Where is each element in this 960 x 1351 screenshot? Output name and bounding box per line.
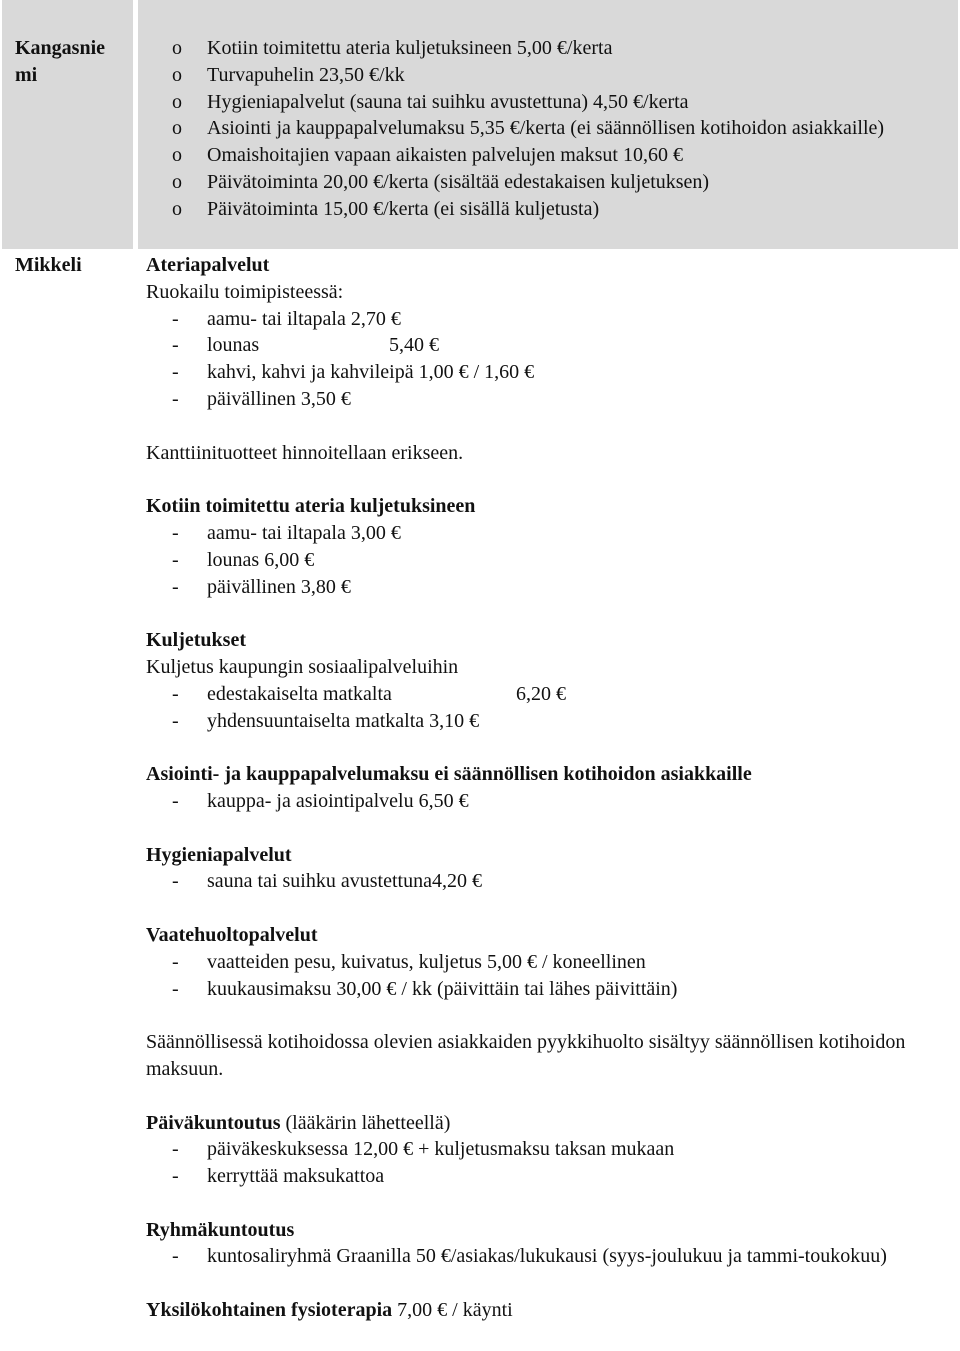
kangasniemi-content-cell (138, 35, 958, 249)
section-heading-ryhmakuntoutus: Ryhmäkuntoutus (146, 1218, 295, 1241)
list-item: - päivällinen 3,50 € (172, 387, 351, 410)
kangasniemi-label-line2: mi (15, 64, 38, 86)
yksilo-line: Yksilökohtainen fysioterapia 7,00 € / käynti (146, 1299, 513, 1322)
list-item: o Kotiin toimitettu ateria kuljetuksineen 5,00 €/kerta (172, 37, 613, 59)
mikkeli-label: Mikkeli (15, 254, 82, 276)
section-heading-hygieniapalvelut: Hygieniapalvelut (146, 843, 292, 866)
kangasniemi-label-cell (2, 35, 133, 249)
section-heading-vaatehuolto: Vaatehuoltopalvelut (146, 923, 318, 946)
section-heading-kotiin: Kotiin toimitettu ateria kuljetuksineen (146, 495, 476, 518)
list-item: - päivällinen 3,80 € (172, 575, 351, 598)
list-item: o Hygieniapalvelut (sauna tai suihku avustettuna) 4,50 €/kerta (172, 90, 689, 113)
ateria-note: Kanttiinituotteet hinnoitellaan erikseen. (146, 441, 464, 464)
list-item: - vaatteiden pesu, kuivatus, kuljetus 5,00 € / koneellinen (172, 950, 646, 973)
label-header-strip (2, 0, 133, 35)
kuljetukset-subheading: Kuljetus kaupungin sosiaalipalveluihin (146, 655, 459, 678)
content-header-strip (138, 0, 958, 35)
mikkeli-content-cell (146, 252, 946, 1324)
list-item: - sauna tai suihku avustettuna4,20 € (172, 870, 482, 893)
list-item: - kuntosaliryhmä Graanilla 50 €/asiakas/lukukausi (syys-joulukuu ja tammi-toukokuu) (172, 1245, 887, 1268)
list-item: - edestakaiselta matkalta 6,20 € (172, 682, 566, 705)
paivakuntoutus-heading-line: Päiväkuntoutus (lääkärin lähetteellä) (146, 1111, 451, 1134)
list-item: - kuukausimaksu 30,00 € / kk (päivittäin tai lähes päivittäin) (172, 977, 678, 1000)
section-heading-asiointi: Asiointi- ja kauppapalvelumaksu ei säännöllisen kotihoidon asiakkaille (146, 763, 752, 786)
ateria-subheading: Ruokailu toimipisteessä: (146, 280, 344, 303)
section-heading-kuljetukset: Kuljetukset (146, 629, 246, 652)
mikkeli-label-cell (2, 252, 133, 279)
list-item: o Asiointi ja kauppapalvelumaksu 5,35 €/kerta (ei säännöllisen kotihoidon asiakkaille) (172, 117, 885, 140)
kangasniemi-label-line1: Kangasnie (15, 37, 106, 59)
list-item: o Päivätoiminta 15,00 €/kerta (ei sisällä kuljetusta) (172, 197, 600, 220)
list-item: - kahvi, kahvi ja kahvileipä 1,00 € / 1,60 € (172, 361, 535, 384)
list-item: - päiväkeskuksessa 12,00 € + kuljetusmaksu taksan mukaan (172, 1138, 675, 1161)
section-heading-ateriapalvelut: Ateriapalvelut (146, 254, 270, 276)
list-item: o Omaishoitajien vapaan aikaisten palvelujen maksut 10,60 € (172, 144, 683, 167)
list-item: o Turvapuhelin 23,50 €/kk (172, 63, 405, 86)
list-item: - lounas 6,00 € (172, 548, 315, 571)
list-item: o Päivätoiminta 20,00 €/kerta (sisältää edestakaisen kuljetuksen) (172, 170, 710, 193)
list-item: - kauppa- ja asiointipalvelu 6,50 € (172, 789, 469, 812)
vaate-note: Säännöllisessä kotihoidossa olevien asiakkaiden pyykkihuolto sisältyy säännöllisen kotihoidon maksuun. (146, 1031, 906, 1080)
list-item: - aamu- tai iltapala 2,70 € (172, 307, 401, 330)
list-item: - yhdensuuntaiselta matkalta 3,10 € (172, 709, 480, 732)
list-item: - kerryttää maksukattoa (172, 1165, 385, 1188)
list-item: - aamu- tai iltapala 3,00 € (172, 521, 401, 544)
section-heading-paivakuntoutus: Päiväkuntoutus (146, 1111, 281, 1134)
list-item: - lounas 5,40 € (172, 334, 439, 357)
section-heading-yksilokohtainen: Yksilökohtainen fysioterapia (146, 1299, 393, 1322)
